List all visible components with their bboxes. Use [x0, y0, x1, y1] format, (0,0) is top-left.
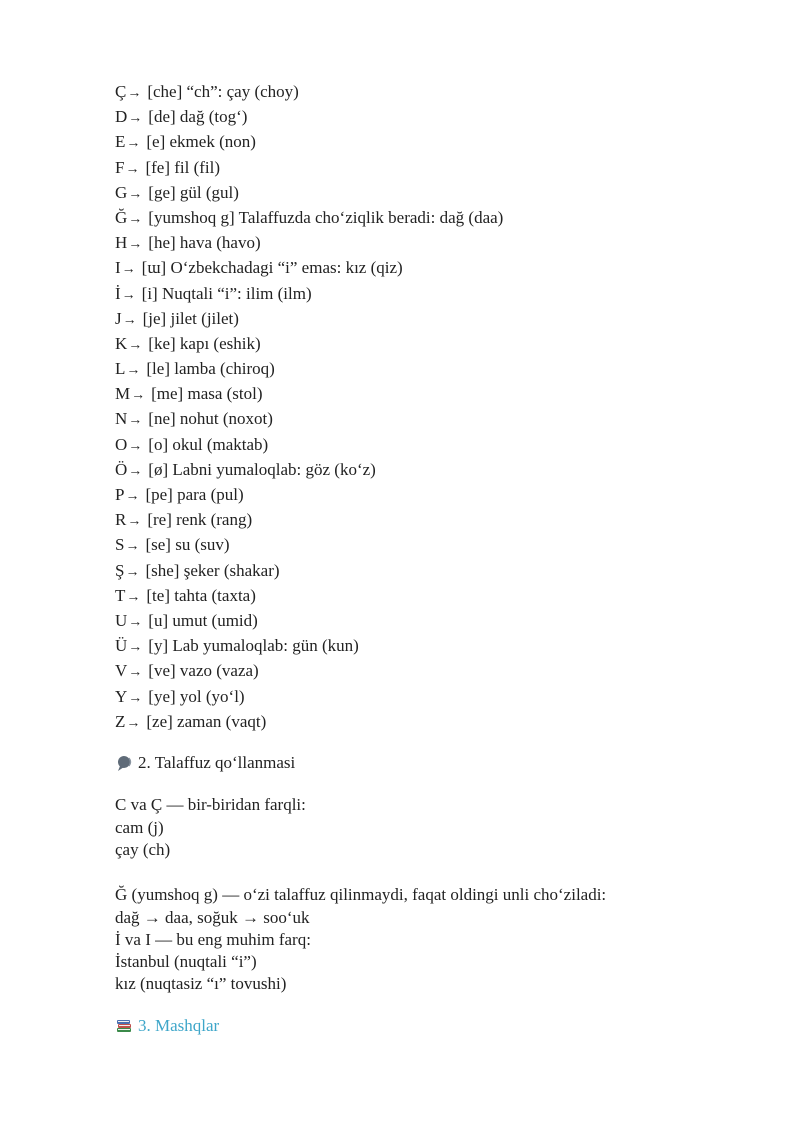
letter: G	[115, 182, 128, 202]
letter: U	[115, 610, 128, 630]
arrow-icon: →	[128, 665, 143, 681]
alphabet-row	[115, 230, 503, 255]
alphabet-row	[115, 255, 503, 280]
alphabet-row	[115, 457, 503, 482]
letter-description: [ze] zaman (vaqt)	[146, 711, 267, 731]
letter-description: [i] Nuqtali “i”: ilim (ilm)	[141, 283, 312, 303]
alphabet-row	[115, 658, 503, 683]
arrow-icon: →	[128, 463, 143, 479]
letter-description: [yumshoq g] Talaffuzda cho‘ziqlik beradi: dağ (daa)	[148, 207, 504, 227]
arrow-icon: →	[128, 438, 143, 454]
letter: İ	[115, 283, 121, 303]
alphabet-row	[115, 608, 503, 633]
letter-description: [o] okul (maktab)	[148, 434, 269, 454]
alphabet-row	[115, 432, 503, 457]
letter: Ö	[115, 459, 128, 479]
arrow-icon: →	[126, 715, 141, 731]
arrow-icon: →	[128, 111, 143, 127]
letter-description: [y] Lab yumaloqlab: gün (kun)	[148, 636, 359, 656]
arrow-icon: →	[128, 211, 143, 227]
arrow-icon: →	[128, 186, 143, 202]
arrow-icon: →	[125, 539, 140, 555]
arrow-icon: →	[131, 388, 146, 404]
text-line: C va Ç — bir-biridan farqli:	[115, 795, 306, 814]
alphabet-row	[115, 633, 503, 658]
alphabet-row	[115, 381, 503, 406]
arrow-icon: →	[128, 614, 143, 630]
section-3-title: 3. Mashqlar	[138, 1016, 220, 1035]
arrow-icon: →	[127, 86, 142, 101]
books-icon	[115, 1017, 133, 1035]
letter: Ü	[115, 636, 128, 656]
letter-description: [fe] fil (fil)	[145, 157, 221, 177]
text-line: cam (j)	[115, 817, 164, 837]
alphabet-row	[115, 558, 503, 583]
alphabet-row	[115, 281, 503, 306]
letter: Ş	[115, 560, 125, 580]
text-line: Ğ (yumshoq g) — o‘zi talaffuz qilinmaydi, faqat oldingi unli cho‘ziladi:	[115, 885, 607, 904]
alphabet-row	[115, 709, 503, 734]
arrow-icon: →	[125, 161, 140, 177]
alphabet-row	[115, 684, 503, 709]
text-line: kız (nuqtasiz “ı” tovushi)	[115, 974, 287, 993]
letter-description: [ge] gül (gul)	[148, 182, 239, 202]
letter: H	[115, 233, 128, 253]
letter: D	[115, 107, 128, 127]
pronunciation-block-g	[115, 883, 606, 995]
arrow-icon: →	[121, 262, 136, 278]
letter: L	[115, 359, 126, 379]
alphabet-row	[115, 406, 503, 431]
letter: Z	[115, 711, 126, 731]
letter: V	[115, 661, 128, 681]
letter: S	[115, 535, 125, 555]
letter-description: [ne] nohut (noxot)	[148, 409, 273, 429]
arrow-icon: →	[128, 640, 143, 656]
letter: N	[115, 409, 128, 429]
alphabet-row	[115, 79, 503, 104]
text-line: dağ → daa, soğuk → soo‘uk	[115, 908, 310, 927]
letter: J	[115, 308, 122, 328]
letter-description: [she] şeker (shakar)	[145, 560, 280, 580]
text-line: İstanbul (nuqtali “i”)	[115, 952, 257, 971]
alphabet-list	[115, 79, 503, 734]
letter: R	[115, 510, 127, 530]
pronunciation-block-c	[115, 794, 306, 862]
alphabet-row	[115, 482, 503, 507]
alphabet-row	[115, 583, 503, 608]
alphabet-row	[115, 155, 503, 180]
alphabet-row	[115, 180, 503, 205]
text-line: İ va I — bu eng muhim farq:	[115, 930, 311, 949]
text-line: çay (ch)	[115, 840, 171, 859]
letter: Y	[115, 686, 128, 706]
letter-description: [ø] Labni yumaloqlab: göz (ko‘z)	[148, 459, 376, 479]
arrow-icon: →	[125, 489, 140, 504]
alphabet-row	[115, 331, 503, 356]
letter-description: [se] su (suv)	[145, 535, 230, 555]
arrow-icon: →	[128, 237, 143, 253]
letter-description: [ye] yol (yo‘l)	[148, 686, 245, 706]
letter: Ğ	[115, 207, 128, 227]
alphabet-row	[115, 205, 503, 230]
arrow-icon: →	[126, 136, 141, 152]
letter-description: [le] lamba (chiroq)	[146, 359, 275, 379]
letter-description: [je] jilet (jilet)	[142, 308, 239, 328]
arrow-icon: →	[128, 690, 143, 706]
letter-description: [me] masa (stol)	[151, 384, 263, 404]
letter-description: [de] dağ (tog‘)	[148, 107, 248, 127]
letter-description: [che] “ch”: çay (choy)	[147, 82, 299, 101]
letter-description: [re] renk (rang)	[147, 510, 253, 530]
letter-description: [pe] para (pul)	[145, 485, 244, 504]
letter: E	[115, 132, 126, 152]
alphabet-row	[115, 356, 503, 381]
letter-description: [te] tahta (taxta)	[146, 585, 256, 605]
alphabet-row	[115, 104, 503, 129]
alphabet-row	[115, 507, 503, 532]
letter-description: [ɯ] O‘zbekchadagi “i” emas: kız (qiz)	[141, 258, 403, 278]
section-2-title: 2. Talaffuz qo‘llanmasi	[138, 753, 296, 772]
letter: M	[115, 384, 131, 404]
section-3-heading	[115, 1014, 219, 1038]
letter-description: [u] umut (umid)	[148, 610, 258, 630]
letter-description: [he] hava (havo)	[148, 233, 261, 253]
arrow-icon: →	[128, 413, 143, 429]
arrow-icon: →	[121, 287, 136, 303]
alphabet-row	[115, 129, 503, 154]
section-2-heading	[115, 751, 295, 775]
speaker-icon	[115, 754, 133, 772]
letter: F	[115, 157, 125, 177]
letter: I	[115, 258, 121, 278]
arrow-icon: →	[128, 337, 143, 353]
letter: P	[115, 485, 125, 504]
alphabet-row	[115, 532, 503, 557]
letter-description: [ve] vazo (vaza)	[148, 661, 259, 681]
letter: O	[115, 434, 128, 454]
letter-description: [e] ekmek (non)	[146, 132, 256, 152]
arrow-icon: →	[126, 363, 141, 379]
letter: Ç	[115, 82, 127, 101]
arrow-icon: →	[127, 514, 142, 530]
arrow-icon: →	[126, 589, 141, 605]
arrow-icon: →	[122, 312, 137, 328]
alphabet-row	[115, 306, 503, 331]
arrow-icon: →	[125, 564, 140, 580]
letter-description: [ke] kapı (eshik)	[148, 333, 261, 353]
letter: T	[115, 585, 126, 605]
letter: K	[115, 333, 128, 353]
